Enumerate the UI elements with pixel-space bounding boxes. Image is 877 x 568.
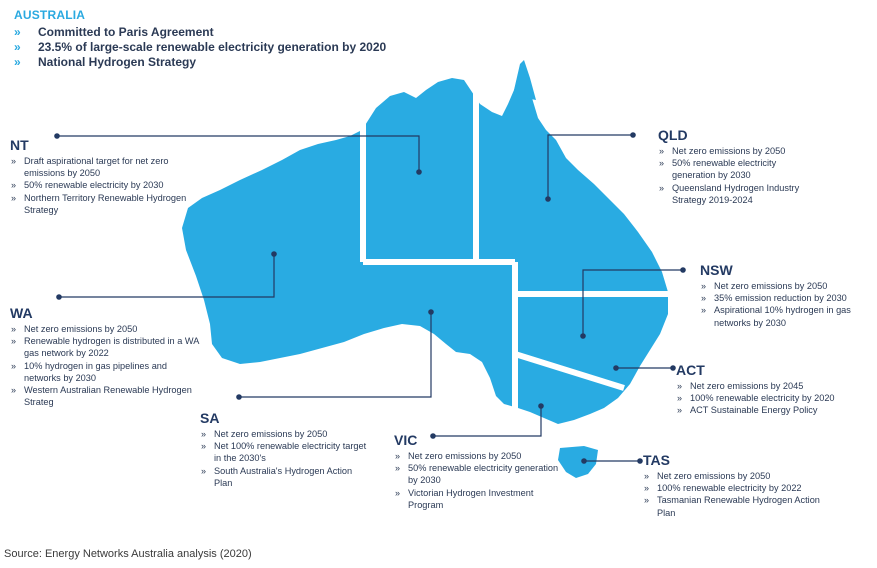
state-item: » 10% hydrogen in gas pipelines and networks by 2030 [10,360,200,384]
state-item: » 50% renewable electricity generation by 2030 [394,462,564,486]
state-item: » Victorian Hydrogen Investment Program [394,487,564,511]
state-nt [10,137,190,216]
source-note: Source: Energy Networks Australia analysis (2020) [4,548,252,560]
state-item: » Queensland Hydrogen Industry Strategy 2019-2024 [658,182,818,206]
state-item: » ACT Sustainable Energy Policy [676,404,866,416]
state-item: » Net zero emissions by 2050 [643,470,823,482]
state-code-nsw: NSW [700,262,733,278]
state-item: » Net zero emissions by 2050 [700,280,870,292]
state-item: » 100% renewable electricity by 2022 [643,482,823,494]
state-code-vic: VIC [394,432,418,448]
australia-mainland [182,76,668,424]
state-item: » Draft aspirational target for net zero emissions by 2050 [10,155,190,179]
state-code-nt: NT [10,137,29,153]
state-act [676,362,866,417]
state-item: » Net zero emissions by 2050 [200,428,370,440]
national-item: » Committed to Paris Agreement [14,25,386,40]
state-code-qld: QLD [658,127,688,143]
state-item: » 35% emission reduction by 2030 [700,292,870,304]
state-item: » Net zero emissions by 2045 [676,380,866,392]
tasmania [558,446,598,478]
national-item: » 23.5% of large-scale renewable electricity generation by 2020 [14,40,386,55]
state-item: » Aspirational 10% hydrogen in gas networks by 2030 [700,304,870,328]
state-item: » Net zero emissions by 2050 [10,323,200,335]
country-title: AUSTRALIA [14,8,86,22]
state-code-act: ACT [676,362,705,378]
state-item: » Renewable hydrogen is distributed in a WA gas network by 2022 [10,335,200,359]
state-code-wa: WA [10,305,33,321]
national-item: » National Hydrogen Strategy [14,55,386,70]
state-item: » South Australia's Hydrogen Action Plan [200,465,370,489]
state-nsw [700,262,870,329]
state-qld [658,127,818,206]
state-item: » Net 100% renewable electricity target in the 2030's [200,440,370,464]
state-vic [394,432,564,511]
state-item: » 50% renewable electricity generation by 2030 [658,157,818,181]
state-wa [10,305,200,408]
state-item: » 100% renewable electricity by 2020 [676,392,866,404]
state-item: » Tasmanian Renewable Hydrogen Action Plan [643,494,823,518]
state-item: » 50% renewable electricity by 2030 [10,179,190,191]
state-code-tas: TAS [643,452,670,468]
state-item: » Western Australian Renewable Hydrogen Strateg [10,384,200,408]
state-item: » Net zero emissions by 2050 [394,450,564,462]
state-sa [200,410,370,489]
state-item: » Northern Territory Renewable Hydrogen Strategy [10,192,190,216]
state-item: » Net zero emissions by 2050 [658,145,818,157]
state-code-sa: SA [200,410,220,426]
state-tas [643,452,823,519]
